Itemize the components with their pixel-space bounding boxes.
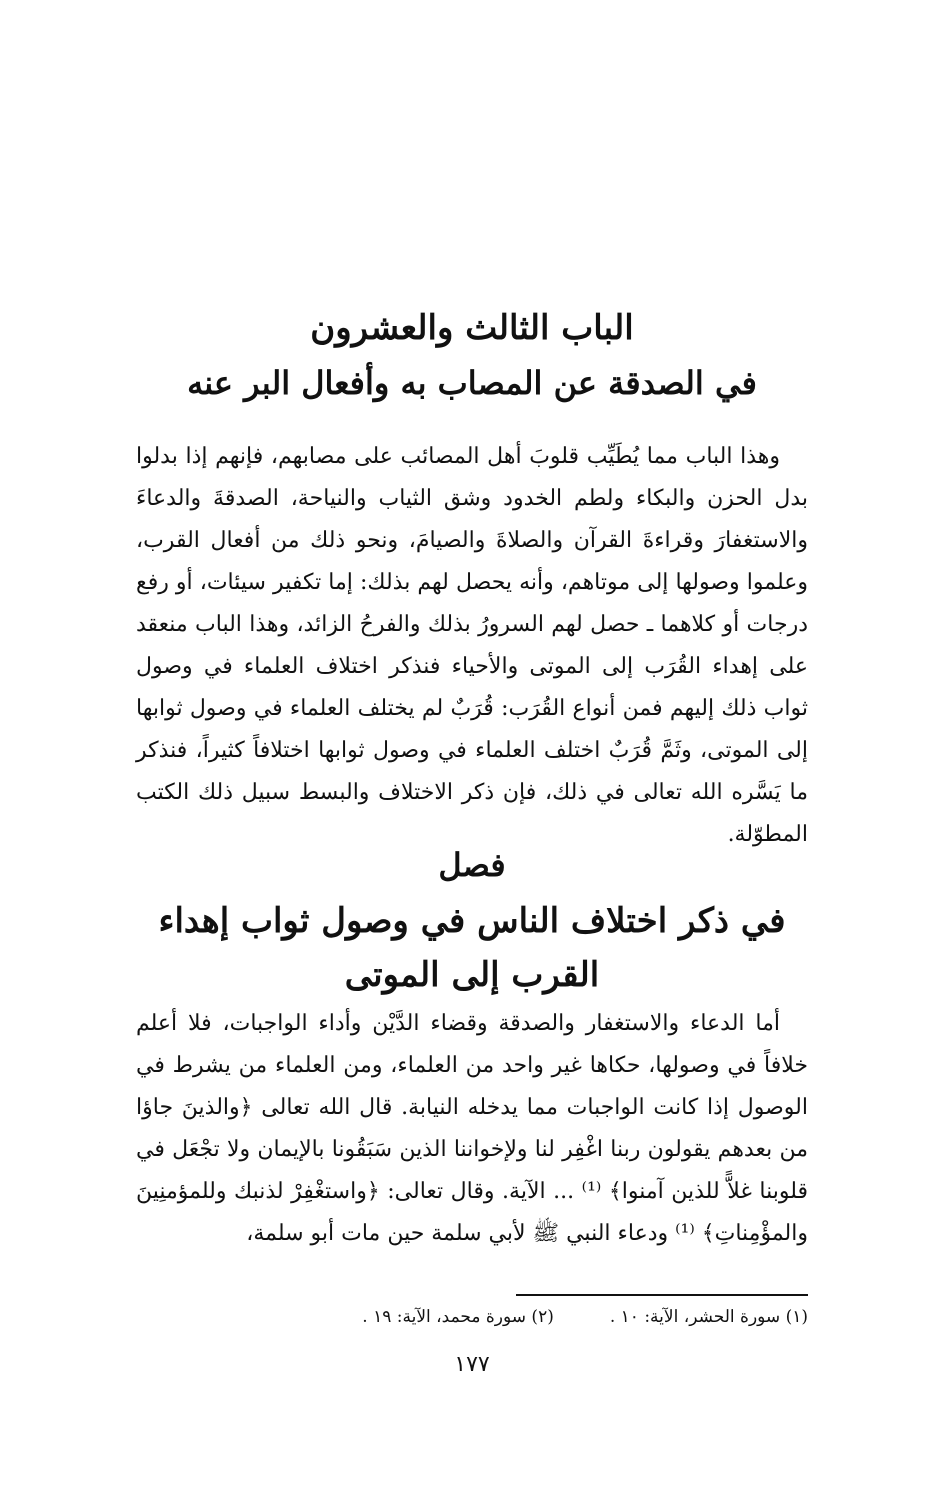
chapter-title: الباب الثالث والعشرون	[310, 308, 634, 348]
section-title: في ذكر اختلاف الناس في وصول ثواب إهداء القرب إلى الموتى	[158, 901, 786, 995]
section-paragraph-block	[136, 1003, 808, 1255]
footnote-divider	[516, 1294, 808, 1296]
chapter-subtitle: في الصدقة عن المصاب به وأفعال البر عنه	[187, 364, 757, 402]
footnote-1: (١) سورة الحشر، الآية: ١٠ .	[609, 1307, 808, 1327]
section-paragraph: أما الدعاء والاستغفار والصدقة وقضاء الدَّيْن وأداء الواجبات، فلا أعلم خلافاً في وصولها، حكاها غير واحد من العلماء، ومن العلماء من يشرط في الوصول إذا كانت الواجبات مما يدخله النيابة. قال الله تعالى ﴿والذينَ جاؤا من بعدهم يقولون ربنا اغْفِر لنا ولإخواننا الذين سَبَقُونا بالإيمان ولا تجْعَل في قلوبنا غلاًّ للذين آمنوا﴾ ⁽¹⁾ ... الآية. وقال تعالى: ﴿واستغْفِرْ لذنبك وللمؤمنِينَ والمؤْمِناتِ﴾ ⁽¹⁾ ودعاء النبي ﷺ لأبي سلمة حين مات أبو سلمة،	[136, 1011, 809, 1246]
page-number: ١٧٧	[454, 1352, 490, 1377]
section-heading: فصل	[438, 846, 506, 884]
intro-paragraph-block	[136, 436, 808, 856]
intro-paragraph: وهذا الباب مما يُطَيِّب قلوبَ أهل المصائب على مصابهم، فإنهم إذا بدلوا بدل الحزن والبكاء ولطم الخدود وشق الثياب والنياحة، الصدقةَ والدعاءَ والاستغفارَ وقراءةَ القرآن والصلاةَ والصيامَ، ونحو ذلك من أفعال القرب، وعلموا وصولها إلى موتاهم، وأنه يحصل لهم بذلك: إما تكفير سيئات، أو رفع درجات أو كلاهما ـ حصل لهم السرورُ بذلك والفرحُ الزائد، وهذا الباب منعقد على إهداء القُرَب إلى الموتى والأحياء فنذكر اختلاف العلماء في وصول ثواب ذلك إليهم فمن أنواع القُرَب: قُرَبٌ لم يختلف العلماء في وصول ثوابها إلى الموتى، وثَمَّ قُرَبٌ اختلف العلماء في وصول ثوابها اختلافاً كثيراً، فنذكر ما يَسَّره الله تعالى في ذلك، فإن ذكر الاختلاف والبسط سبيل ذلك الكتب المطوّلة.	[136, 444, 808, 847]
footnotes	[136, 1303, 808, 1331]
footnote-2: (٢) سورة محمد، الآية: ١٩ .	[362, 1307, 554, 1327]
